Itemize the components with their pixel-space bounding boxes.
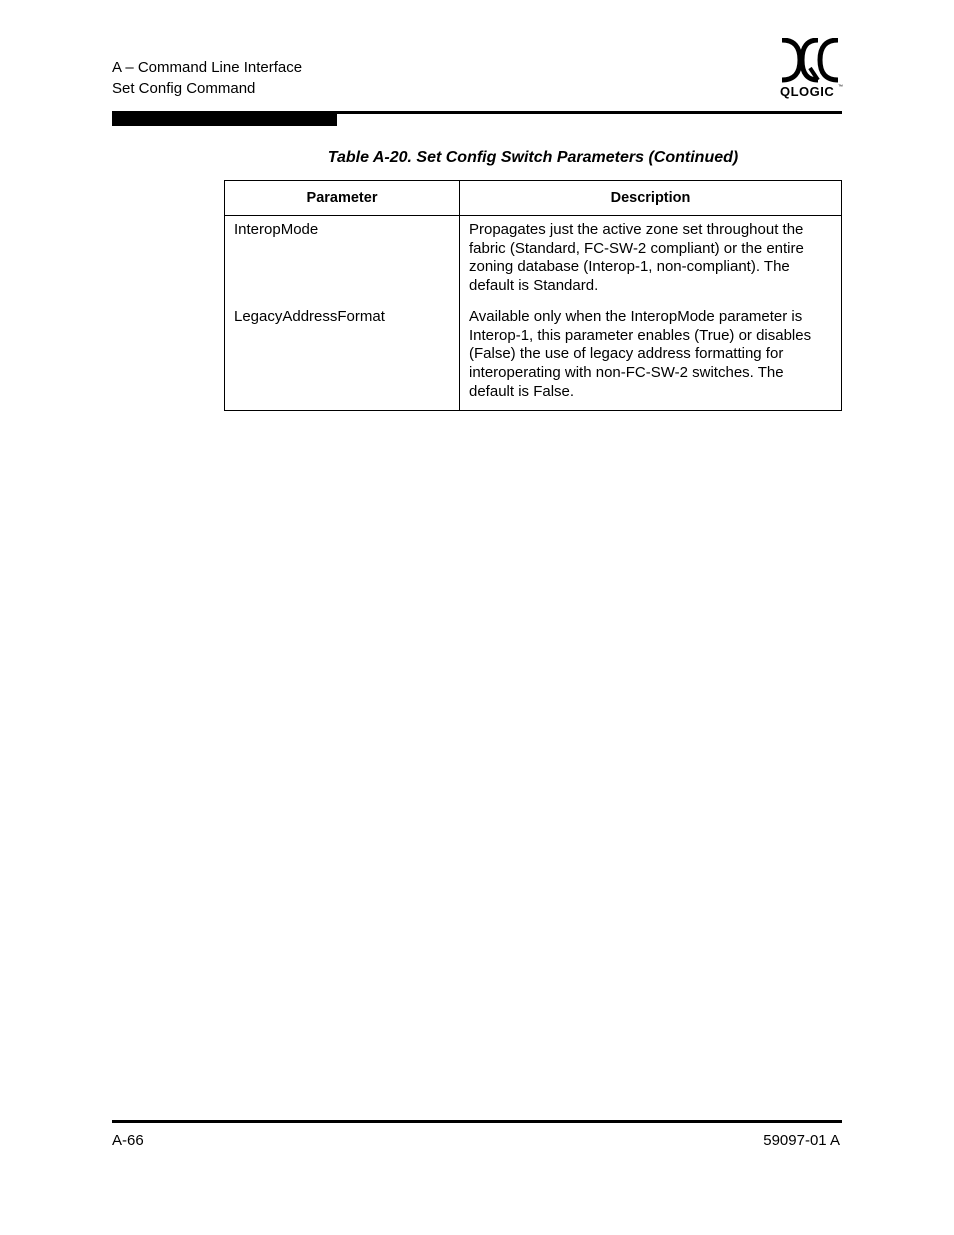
description-cell: [460, 216, 842, 411]
parameters-table: [224, 180, 842, 411]
parameter-name: LegacyAddressFormat: [234, 308, 385, 325]
logo-trademark: ™: [838, 84, 843, 90]
parameter-name: InteropMode: [234, 221, 319, 238]
footer-rule: [112, 1120, 842, 1123]
parameter-description: Available only when the InteropMode parameter is Interop-1, this parameter enables (True) or disables (False) the use of legacy address formatting for interoperating with non-FC-SW-2 switches. The default is False.: [469, 308, 812, 400]
header-rule-bar: [112, 111, 337, 126]
column-header-parameter: Parameter: [225, 181, 460, 216]
chapter-title: A – Command Line Interface: [112, 59, 303, 76]
table-header-row: [225, 181, 842, 216]
table-caption: Table A-20. Set Config Switch Parameters (Continued): [327, 149, 739, 166]
section-title: Set Config Command: [112, 80, 256, 97]
logo-wordmark: QLOGIC: [780, 84, 835, 99]
table-row: [225, 216, 842, 411]
parameter-description: Propagates just the active zone set throughout the fabric (Standard, FC-SW-2 compliant) or the entire zoning database (Interop-1, non-compliant). The default is Standard.: [469, 221, 804, 295]
running-header: [112, 57, 302, 99]
qlogic-logo-mark: [778, 38, 842, 84]
document-number: 59097-01 A: [763, 1132, 840, 1149]
page-number: A-66: [112, 1132, 144, 1149]
column-header-description: Description: [460, 181, 842, 216]
parameter-cell: [225, 216, 460, 411]
